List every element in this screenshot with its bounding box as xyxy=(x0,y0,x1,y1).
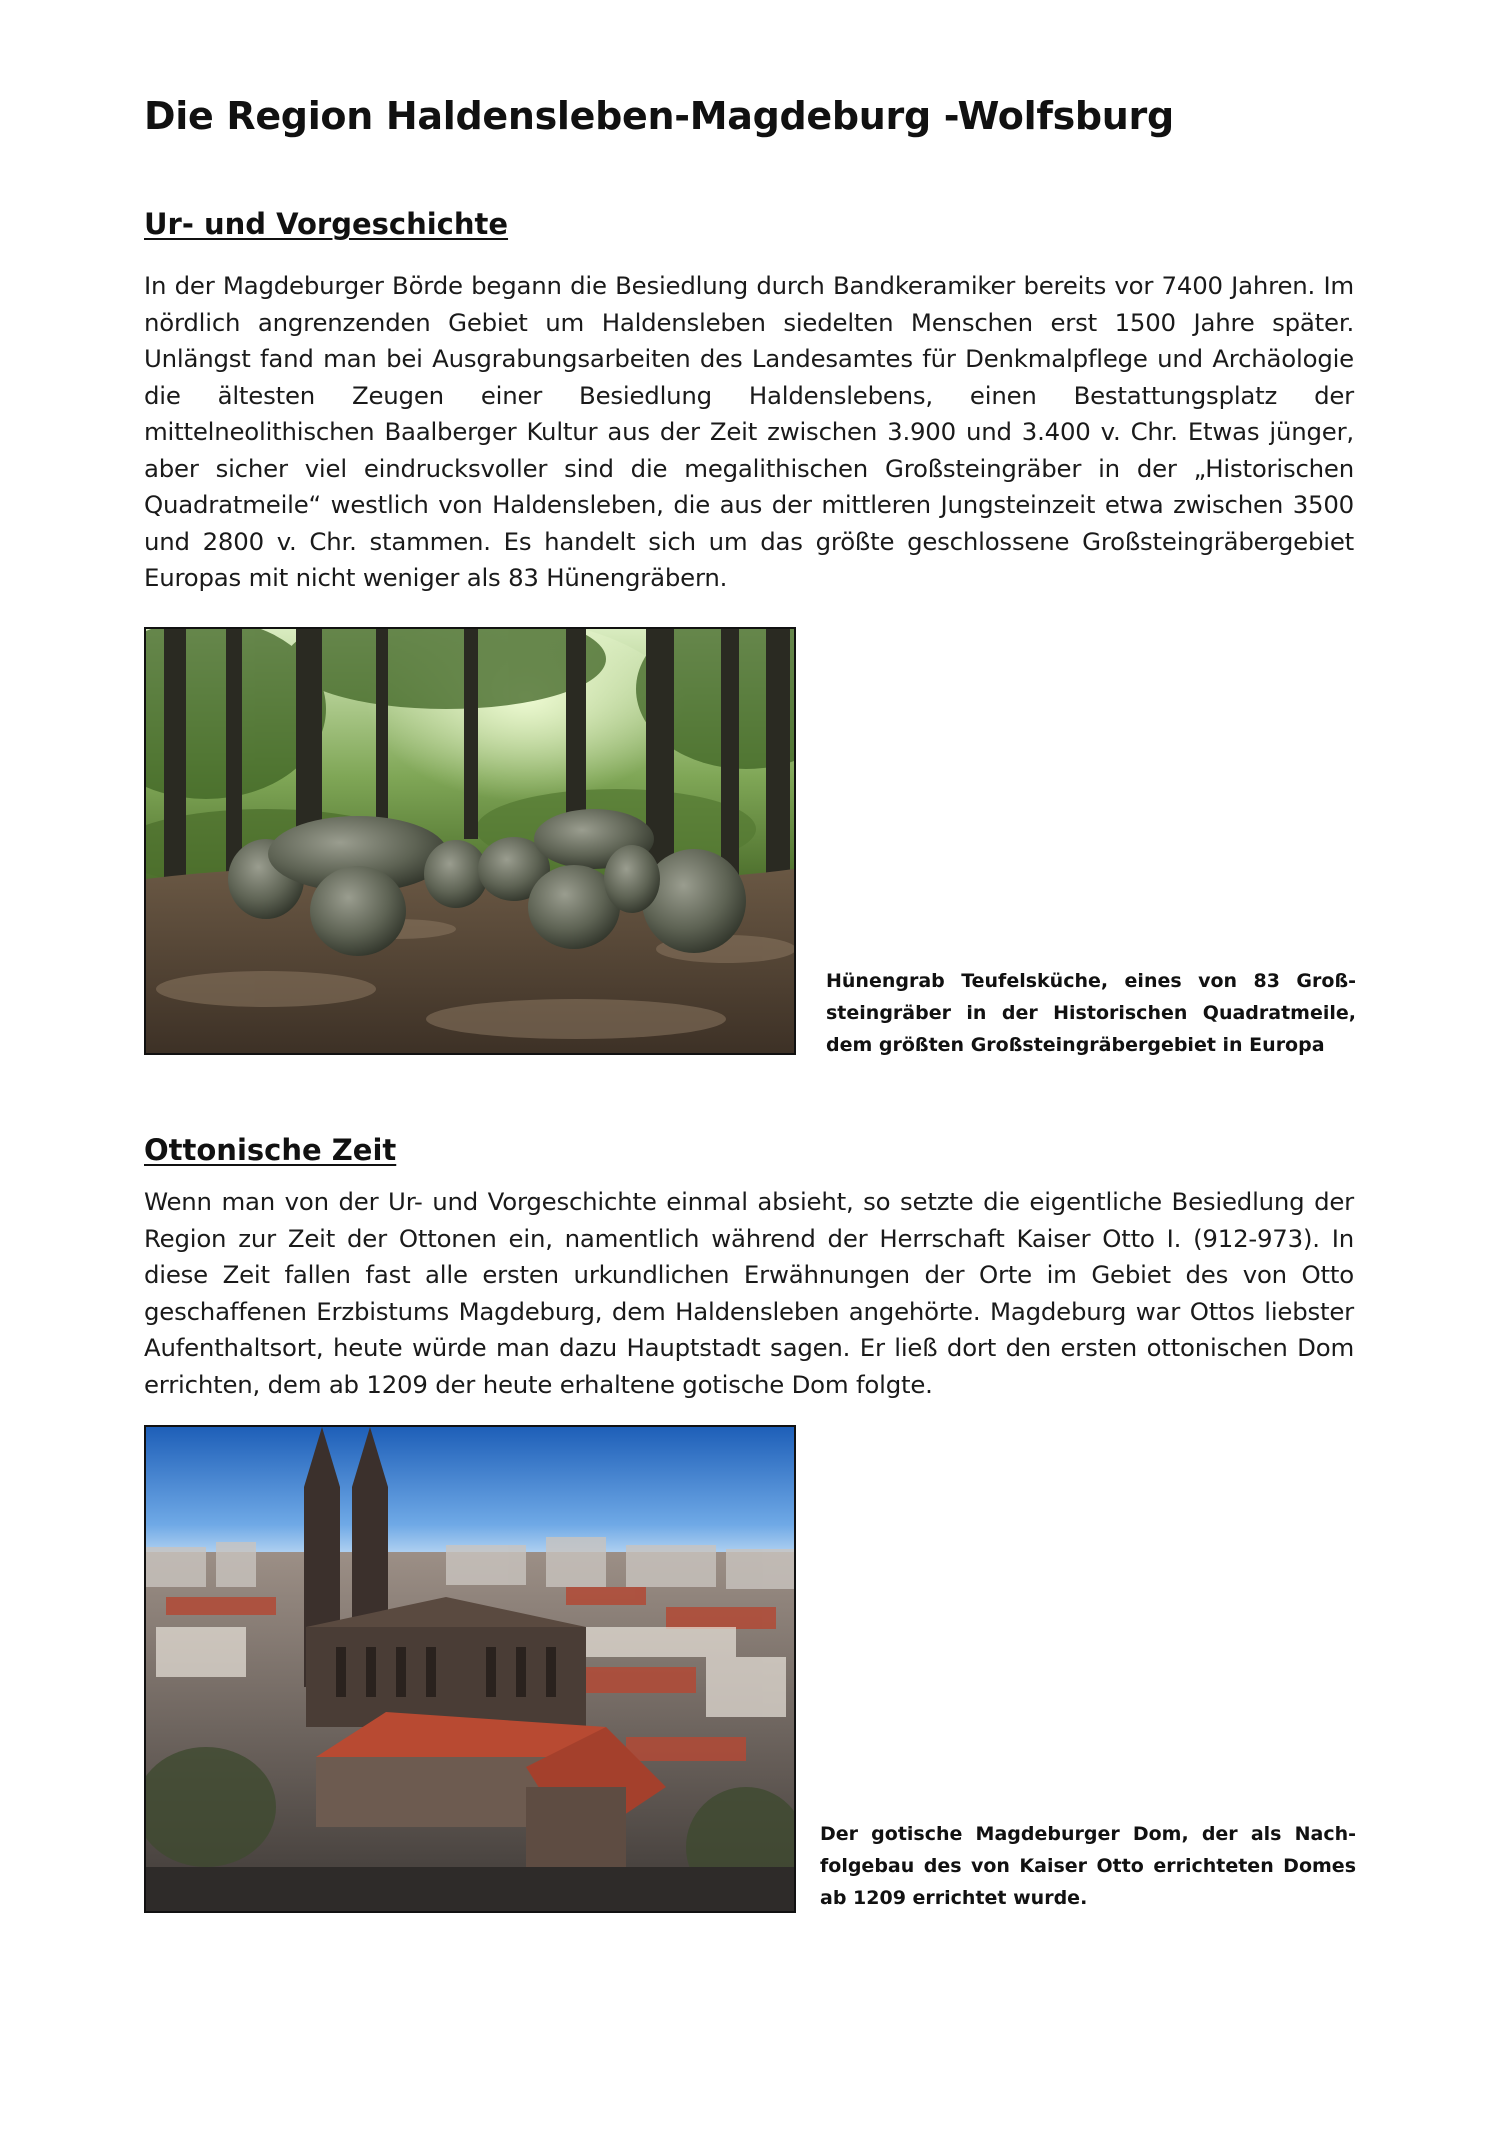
section-heading-prehistory: Ur- und Vorgeschichte xyxy=(144,207,509,241)
cathedral-caption: Der gotische Magdeburger Dom, der als Nach-folgebau des von Kaiser Otto errichteten Domes ab 1209 errichtet wurde. xyxy=(820,1823,1356,1909)
section-paragraph-ottonian: Wenn man von der Ur- und Vorgeschichte einmal absieht, so setzte die eigentliche Besiedlung der Region zur Zeit der Ottonen ein, namentlich während der Herrschaft Kaiser Otto I. (912-973). In diese Zeit fallen fast alle ersten urkundlichen Erwähnungen der Orte im Gebiet des von Otto geschaffenen Erzbistums Magdeburg, dem Haldensleben angehörte. Magdeburg war Ottos liebster Aufenthaltsort, heute würde man dazu Hauptstadt sagen. Er ließ dort den ersten ottonischen Dom errichten, dem ab 1209 der heute erhaltene gotische Dom folgte. xyxy=(144,1187,1354,1399)
section-paragraph-prehistory: In der Magdeburger Börde begann die Besiedlung durch Bandkeramiker bereits vor 7400 Jahren. Im nördlich angrenzenden Gebiet um Haldensleben siedelten Menschen erst 1500 Jahre später. Unlängst fand man bei Ausgrabungsarbeiten des Landesamtes für Denkmalpflege und Archäologie die ältesten Zeugen einer Besiedlung Haldenslebens, einen Bestattungsplatz der mittelneolithischen Baalberger Kultur aus der Zeit zwischen 3.900 und 3.400 v. Chr. Etwas jünger, aber sicher viel eindrucksvoller sind die megalithischen Großsteingräber in der „Historischen Quadratmeile“ westlich von Haldensleben, die aus der mittleren Jungsteinzeit etwa zwischen 3500 und 2800 v. Chr. stammen. Es handelt sich um das größte geschlossene Großsteingräbergebiet Europas mit nicht weniger als 83 Hünengräbern. xyxy=(144,271,1354,592)
document-title: Die Region Haldensleben-Magdeburg -Wolfsburg xyxy=(144,94,1174,138)
section-heading-ottonian: Ottonische Zeit xyxy=(144,1133,397,1167)
dolmen-photo xyxy=(144,627,796,1055)
cathedral-photo xyxy=(144,1425,796,1913)
dolmen-caption: Hünengrab Teufelsküche, eines von 83 Groß-steingräber in der Historischen Quadratmeile, dem größten Großsteingräbergebiet in Europa xyxy=(826,970,1356,1056)
